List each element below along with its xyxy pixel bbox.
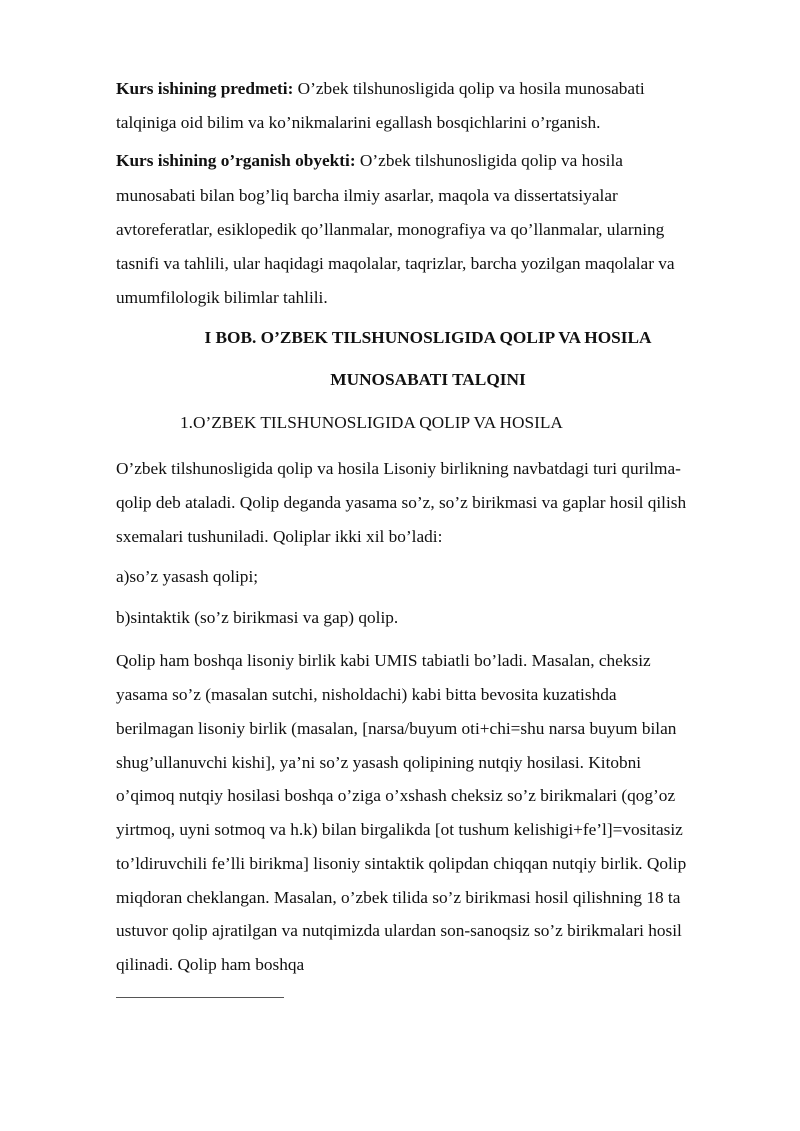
para1-line-3: sxemalari tushuniladi. Qoliplar ikki xil bo’ladi: [116, 527, 443, 546]
predmet-text-1: O’zbek tilshunosligida qolip va hosila munosabati [293, 79, 645, 98]
para2-line-9: ustuvor qolip ajratilgan va nutqimizda ulardan son-sanoqsiz so’z birikmalari hosil [116, 921, 682, 940]
obyekt-line-5: umumfilologik bilimlar tahlili. [116, 288, 328, 307]
footnote-separator [116, 997, 284, 998]
para2-line-2: yasama so’z (masalan sutchi, nisholdachi) kabi bitta bevosita kuzatishda [116, 685, 617, 704]
obyekt-line-2: munosabati bilan bog’liq barcha ilmiy asarlar, maqola va dissertatsiyalar [116, 186, 618, 205]
para2-line-3: berilmagan lisoniy birlik (masalan, [narsa/buyum oti+chi=shu narsa buyum bilan [116, 719, 677, 738]
para1-line-1: O’zbek tilshunosligida qolip va hosila Lisoniy birlikning navbatdagi turi qurilma- [116, 459, 681, 478]
obyekt-line-1 [116, 150, 623, 172]
obyekt-line-4: tasnifi va tahlili, ular haqidagi maqolalar, taqrizlar, barcha yozilgan maqolalar va [116, 254, 675, 273]
predmet-line-1 [116, 78, 645, 100]
obyekt-text-1: O’zbek tilshunosligida qolip va hosila [355, 151, 623, 170]
section-title: 1.O’ZBEK TILSHUNOSLIGIDA QOLIP VA HOSILA [180, 413, 563, 432]
predmet-label: Kurs ishining predmeti: [116, 79, 294, 98]
obyekt-label: Kurs ishining o’rganish obyekti: [116, 151, 356, 170]
list-item-b: b)sintaktik (so’z birikmasi va gap) qolip. [116, 608, 399, 627]
predmet-line-2: talqiniga oid bilim va ko’nikmalarini egallash bosqichlarini o’rganish. [116, 113, 601, 132]
para2-line-6: yirtmoq, uyni sotmoq va h.k) bilan birgalikda [ot tushum kelishigi+fe’l]=vositasiz [116, 820, 683, 839]
chapter-title-line-2: MUNOSABATI TALQINI [330, 370, 526, 389]
para2-line-1: Qolip ham boshqa lisoniy birlik kabi UMIS tabiatli bo’ladi. Masalan, cheksiz [116, 651, 651, 670]
obyekt-line-3: avtoreferatlar, esiklopedik qo’llanmalar, monografiya va qo’llanmalar, ularning [116, 220, 665, 239]
para2-line-8: miqdoran cheklangan. Masalan, o’zbek tilida so’z birikmasi hosil qilishning 18 ta [116, 888, 681, 907]
para2-line-10: qilinadi. Qolip ham boshqa [116, 955, 305, 974]
para2-line-4: shug’ullanuvchi kishi], ya’ni so’z yasash qolipining nutqiy hosilasi. Kitobni [116, 753, 642, 772]
para1-line-2: qolip deb ataladi. Qolip deganda yasama so’z, so’z birikmasi va gaplar hosil qilish [116, 493, 687, 512]
list-item-a: a)so’z yasash qolipi; [116, 567, 259, 586]
para2-line-7: to’ldiruvchili fe’lli birikma] lisoniy sintaktik qolipdan chiqqan nutqiy birlik. Qolip [116, 854, 687, 873]
chapter-title-line-1: I BOB. O’ZBEK TILSHUNOSLIGIDA QOLIP VA HOSILA [204, 328, 652, 347]
para2-line-5: o’qimoq nutqiy hosilasi boshqa o’ziga o’xshash cheksiz so’z birikmalari (qog’oz [116, 786, 676, 805]
